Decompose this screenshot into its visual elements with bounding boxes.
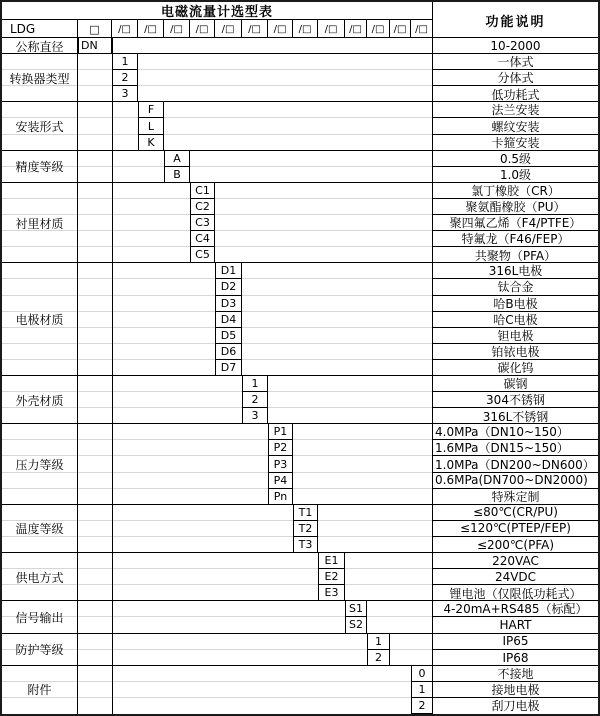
code-cell: B	[164, 167, 190, 183]
code-slot: /□	[164, 20, 190, 38]
code-cell: T1	[293, 505, 318, 521]
description-cell: 碳化钨	[432, 360, 598, 376]
description-cell: 哈B电极	[432, 296, 598, 312]
description-cell: 钽电极	[432, 328, 598, 344]
category-block	[2, 424, 598, 504]
description-cell: 4.0MPa（DN10~150）	[432, 424, 598, 440]
code-cell: L	[138, 118, 164, 134]
code-cell: 3	[242, 408, 268, 424]
code-cell: T2	[293, 521, 318, 537]
code-cell: 1	[112, 54, 138, 70]
category-block	[2, 601, 598, 633]
code-cell: K	[138, 135, 164, 151]
code-slot: /□	[112, 20, 138, 38]
dn-column-border	[112, 666, 113, 714]
code-cell: F	[138, 102, 164, 118]
category-label: 衬里材质	[2, 183, 78, 263]
description-cell: 316L电极	[432, 263, 598, 279]
code-slot: /□	[268, 20, 293, 38]
description-cell: 10-2000	[432, 38, 598, 54]
category-block	[2, 102, 598, 150]
category-block	[2, 634, 598, 666]
description-cell: 钛合金	[432, 279, 598, 295]
category-block	[2, 54, 598, 102]
code-slot: /□	[345, 20, 367, 38]
category-label: 压力等级	[2, 424, 78, 504]
code-cell: Pn	[268, 489, 293, 505]
dn-column-border	[112, 183, 113, 263]
code-cell: C5	[190, 247, 215, 263]
description-cell: 不接地	[432, 666, 598, 682]
code-slot: /□	[190, 20, 215, 38]
code-cell: P2	[268, 440, 293, 456]
code-cell: C4	[190, 231, 215, 247]
code-cell: DN	[78, 38, 112, 54]
category-block	[2, 151, 598, 183]
dn-column-border	[112, 102, 113, 150]
code-slot: /□	[138, 20, 164, 38]
code-cell: D7	[215, 360, 242, 376]
code-cell: 2	[242, 392, 268, 408]
description-cell: 接地电极	[432, 682, 598, 698]
description-cell: 共聚物（PFA）	[432, 247, 598, 263]
description-cell: IP65	[432, 634, 598, 650]
table-title: 电磁流量计选型表	[2, 2, 432, 20]
description-cell: IP68	[432, 650, 598, 666]
code-cell: E2	[318, 569, 345, 585]
description-cell: 刮刀电极	[432, 698, 598, 714]
description-cell: 聚四氟乙烯（F4/PTFE）	[432, 215, 598, 231]
dn-column-border	[112, 553, 113, 601]
description-cell: 0.6MPa(DN700~DN2000)	[432, 473, 598, 489]
description-cell: 1.0级	[432, 167, 598, 183]
category-label: 供电方式	[2, 553, 78, 601]
description-cell: 低功耗式	[432, 86, 598, 102]
description-cell: 特氟龙（F46/FEP）	[432, 231, 598, 247]
code-slot: /□	[367, 20, 390, 38]
category-label: 精度等级	[2, 151, 78, 183]
code-cell: D5	[215, 328, 242, 344]
description-cell: ≤120℃(PTEP/FEP)	[432, 521, 598, 537]
code-cell: S2	[345, 617, 367, 633]
category-label: 电极材质	[2, 263, 78, 376]
category-block	[2, 666, 598, 714]
code-cell: C2	[190, 199, 215, 215]
dn-column-border	[112, 263, 113, 376]
description-cell: 法兰安装	[432, 102, 598, 118]
code-cell: 1	[242, 376, 268, 392]
code-cell: 2	[411, 698, 433, 714]
code-cell: P4	[268, 473, 293, 489]
code-cell: 2	[112, 70, 138, 86]
description-cell: 碳钢	[432, 376, 598, 392]
dn-column-border	[112, 634, 113, 666]
description-cell: 螺纹安装	[432, 118, 598, 134]
code-cell: 1	[367, 634, 390, 650]
description-cell: 聚氨酯橡胶（PU）	[432, 199, 598, 215]
dn-column-border	[112, 601, 113, 633]
code-cell: D1	[215, 263, 242, 279]
description-cell: 特殊定制	[432, 489, 598, 505]
code-cell: C1	[190, 183, 215, 199]
code-cell: S1	[345, 601, 367, 617]
code-slot: /□	[242, 20, 268, 38]
category-block	[2, 505, 598, 553]
code-cell: T3	[293, 537, 318, 553]
code-cell: D4	[215, 312, 242, 328]
category-label: 转换器类型	[2, 54, 78, 102]
model-code-row	[2, 20, 598, 38]
category-label: 安装形式	[2, 102, 78, 150]
category-block	[2, 38, 598, 54]
code-slot: /□	[318, 20, 345, 38]
code-cell: D6	[215, 344, 242, 360]
description-cell: 1.0MPa（DN200~DN600）	[432, 456, 598, 472]
category-label: 信号输出	[2, 601, 78, 633]
description-cell: ≤80℃(CR/PU)	[432, 505, 598, 521]
code-cell: E1	[318, 553, 345, 569]
category-label: 防护等级	[2, 634, 78, 666]
dn-column-border	[112, 151, 113, 183]
category-block	[2, 376, 598, 424]
category-label: 温度等级	[2, 505, 78, 553]
description-cell: 304不锈钢	[432, 392, 598, 408]
dn-column-border	[112, 424, 113, 504]
description-cell: 锂电池（仅限低功耗式）	[432, 585, 598, 601]
category-block	[2, 183, 598, 263]
category-label: 公称直径	[2, 38, 78, 54]
category-label: 外壳材质	[2, 376, 78, 424]
code-cell: P1	[268, 424, 293, 440]
description-cell: 一体式	[432, 54, 598, 70]
code-cell: C3	[190, 215, 215, 231]
description-cell: 0.5级	[432, 151, 598, 167]
description-cell: 哈C电极	[432, 312, 598, 328]
description-cell: 220VAC	[432, 553, 598, 569]
code-slot: /□	[411, 20, 433, 38]
dn-column-border	[112, 505, 113, 553]
code-cell: 1	[411, 682, 433, 698]
description-cell: 铂铱电极	[432, 344, 598, 360]
code-cell: E3	[318, 585, 345, 601]
category-label: 附件	[2, 666, 78, 714]
description-column-header: 功能说明	[432, 2, 598, 38]
code-slot: /□	[293, 20, 318, 38]
code-cell: 3	[112, 86, 138, 102]
model-prefix: LDG	[2, 20, 78, 38]
category-block	[2, 553, 598, 601]
description-cell: 1.6MPa（DN15~150）	[432, 440, 598, 456]
description-cell: 24VDC	[432, 569, 598, 585]
code-cell: A	[164, 151, 190, 167]
description-cell: 4-20mA+RS485（标配）	[432, 601, 598, 617]
description-cell: HART	[432, 617, 598, 633]
code-cell: 0	[411, 666, 433, 682]
category-block	[2, 263, 598, 376]
description-cell: 316L不锈钢	[432, 408, 598, 424]
code-slot: /□	[390, 20, 411, 38]
code-slot: /□	[215, 20, 242, 38]
description-cell: 分体式	[432, 70, 598, 86]
dn-column-border	[112, 38, 113, 54]
code-cell: P3	[268, 456, 293, 472]
dn-column-border	[112, 376, 113, 424]
code-cell: 2	[367, 650, 390, 666]
code-cell: D2	[215, 279, 242, 295]
code-cell: D3	[215, 296, 242, 312]
description-cell: 卡箍安装	[432, 135, 598, 151]
description-cell: 氯丁橡胶（CR）	[432, 183, 598, 199]
description-cell: ≤200℃(PFA)	[432, 537, 598, 553]
model-digit-box: □	[78, 20, 112, 38]
